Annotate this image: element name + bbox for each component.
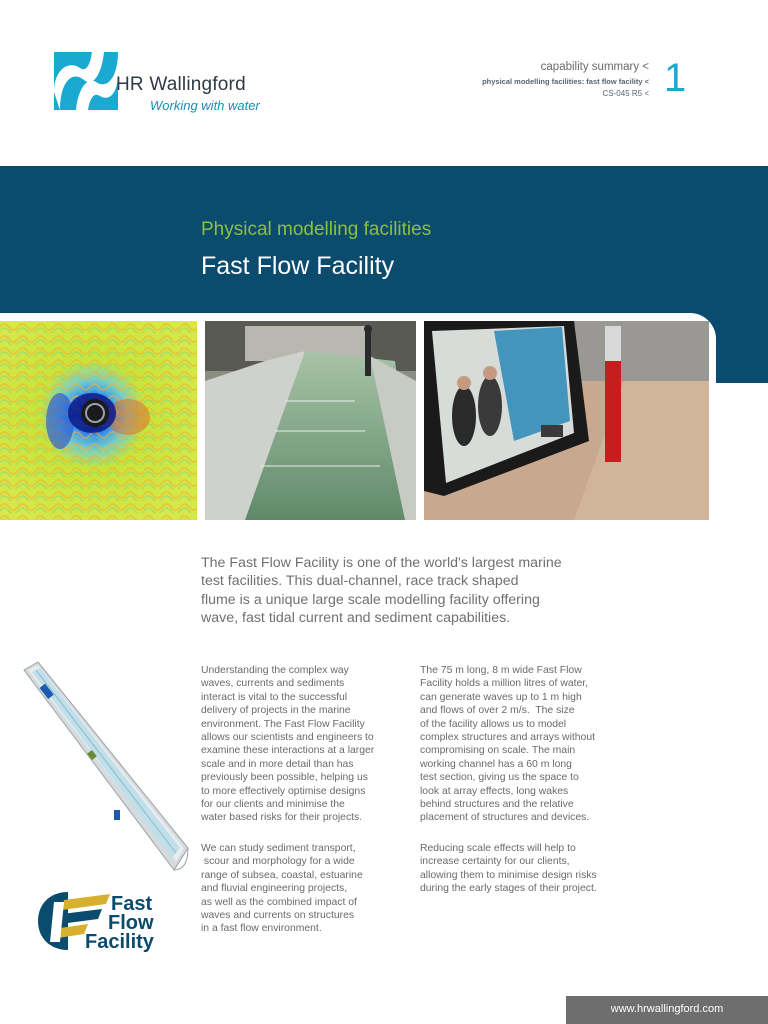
text-line: scale and in more detail than has — [201, 758, 354, 770]
text-line: waves, currents and sediments — [201, 678, 345, 690]
banner-subtitle: Physical modelling facilities — [201, 219, 432, 240]
text-line: Understanding the complex way — [201, 665, 349, 676]
logo-name: HR Wallingford — [116, 74, 246, 95]
text-line: interact is vital to the successful — [201, 691, 348, 703]
column1-paragraph2 — [201, 842, 363, 936]
capability-summary-label: capability summary < — [540, 61, 649, 73]
text-line: scour and morphology for a wide — [201, 856, 355, 868]
column2-paragraph1 — [420, 664, 595, 825]
text-line: behind structures and the relative — [420, 799, 574, 811]
document-subtitle: physical modelling facilities: fast flow facility < — [482, 77, 649, 86]
text-line: can generate waves up to 1 m high — [420, 691, 582, 703]
text-line: increase certainty for our clients, — [420, 856, 570, 868]
text-line: previously been possible, helping us — [201, 772, 368, 784]
text-line: Facility holds a million litres of water, — [420, 678, 589, 690]
text-line: complex structures and arrays without — [420, 732, 595, 744]
document-code: CS-045 R5 < — [602, 89, 649, 98]
text-line: look at array effects, long wakes — [420, 785, 569, 797]
text-line: during the early stages of their project. — [420, 883, 597, 895]
text-line: of the facility allows us to model — [420, 718, 567, 730]
text-line: to more effectively optimise designs — [201, 785, 366, 797]
fff-logo-word-flow: Flow — [108, 912, 154, 934]
text-line: waves and currents on structures — [201, 910, 355, 922]
text-line: Reducing scale effects will help to — [420, 843, 576, 854]
text-line: placement of structures and devices. — [420, 812, 590, 824]
text-line: delivery of projects in the marine — [201, 705, 351, 717]
logo-tagline: Working with water — [150, 98, 260, 113]
text-line: water based risks for their projects. — [201, 812, 363, 824]
column1-paragraph1 — [201, 664, 374, 825]
intro-paragraph — [201, 554, 601, 627]
text-line: test section, giving us the space to — [420, 772, 579, 784]
fff-logo-word-facility: Facility — [85, 931, 154, 953]
scour-bathymetry-image — [0, 321, 197, 520]
text-line: working channel has a 60 m long — [420, 758, 572, 770]
text-line: and fluvial engineering projects, — [201, 883, 348, 895]
banner-title: Fast Flow Facility — [201, 252, 395, 280]
text-line: in a fast flow environment. — [201, 923, 322, 935]
page-number: 1 — [664, 56, 687, 100]
text-line: range of subsea, coastal, estuarine — [201, 869, 363, 881]
text-line: We can study sediment transport, — [201, 843, 356, 854]
text-line: allows our scientists and engineers to — [201, 732, 374, 744]
engineers-viewing-window-photo — [424, 321, 709, 520]
text-line: allowing them to minimise design risks — [420, 869, 597, 881]
text-line: for our clients and minimise the — [201, 799, 345, 811]
flume-channel-photo — [205, 321, 416, 520]
text-line: compromising on scale. The main — [420, 745, 576, 757]
intro-line: wave, fast tidal current and sediment capabilities. — [201, 609, 511, 626]
flume-layout-diagram — [18, 660, 190, 878]
intro-line: flume is a unique large scale modelling facility offering — [201, 591, 540, 608]
fff-logo-word-fast: Fast — [111, 893, 153, 915]
hr-wallingford-logo-icon — [54, 52, 118, 110]
text-line: examine these interactions at a larger — [201, 745, 375, 757]
text-line: environment. The Fast Flow Facility — [201, 718, 365, 730]
website-link[interactable]: www.hrwallingford.com — [610, 1003, 724, 1015]
intro-line: test facilities. This dual-channel, race track shaped — [201, 573, 519, 590]
column2-paragraph2 — [420, 842, 597, 896]
text-line: and flows of over 2 m/s. The size — [420, 705, 575, 717]
text-line: The 75 m long, 8 m wide Fast Flow — [420, 665, 582, 676]
text-line: as well as the combined impact of — [201, 896, 357, 908]
intro-line: The Fast Flow Facility is one of the world's largest marine — [201, 555, 562, 571]
